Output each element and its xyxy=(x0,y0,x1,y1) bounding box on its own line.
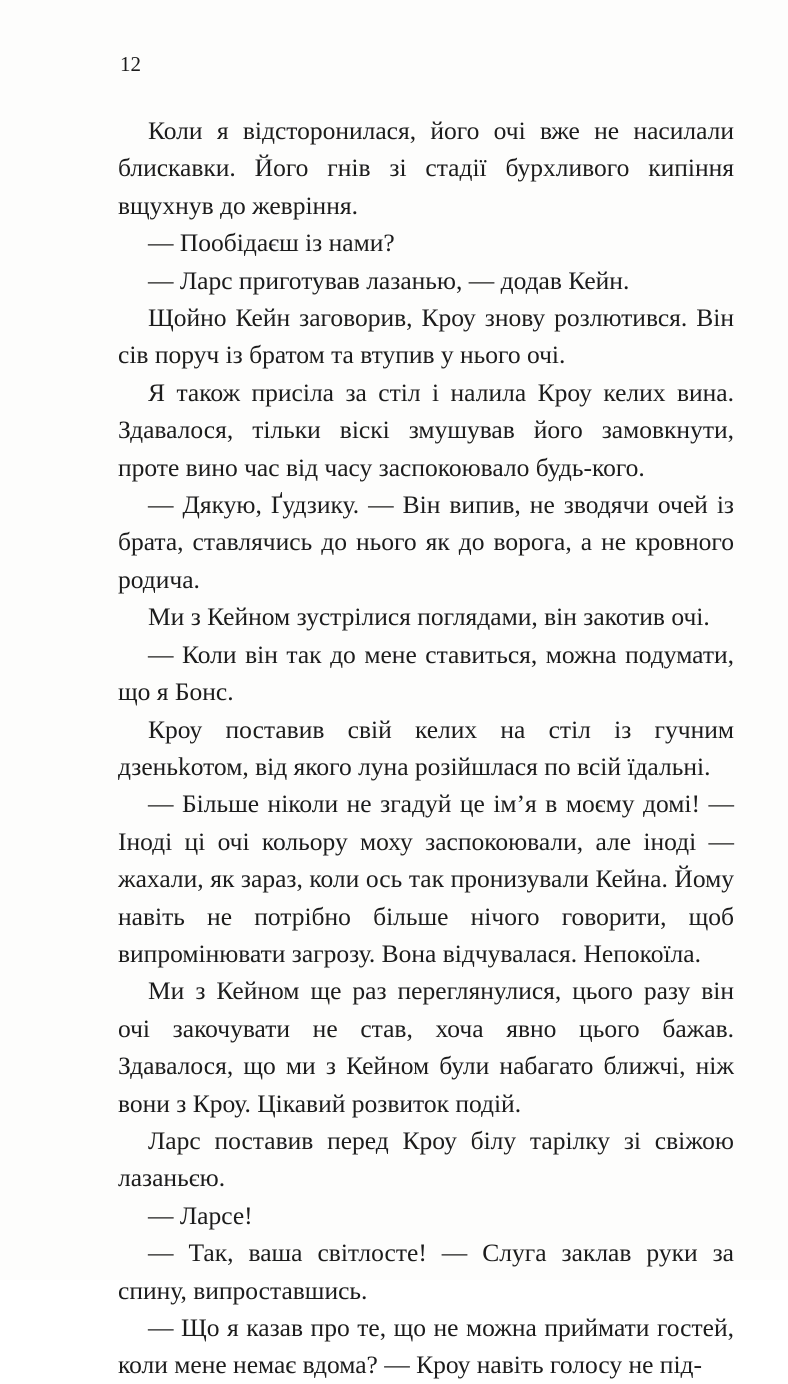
paragraph: Я також присіла за стіл і налила Кроу келих вина. Здавалося, тільки віскі змушував його замовкнути, проте вино час від часу заспокоювало будь-кого. xyxy=(118,377,734,482)
paragraph: — Пообідаєш із нами? xyxy=(148,228,395,258)
paragraph: Ми з Кейном ще раз переглянулися, цього разу він очі закочувати не став, хоча явно цього бажав. Здавалося, що ми з Кейном були набагато ближчі, ніж вони з Кроу. Цікавий розвиток подій. xyxy=(118,976,734,1118)
paragraph: — Більше ніколи не згадуй це ім’я в моєму домі! — Іноді ці очі кольору моху заспокоювали, але іноді — жахали, як зараз, коли ось так пронизували Кейна. Йому навіть не потрібно більше нічого говорити, щоб випромінювати загрозу. Вона відчувалася. Непокоїла. xyxy=(118,789,734,968)
body-text xyxy=(118,112,734,1384)
paragraph: — Так, ваша світлосте! — Слуга заклав руки за спину, випроставшись. xyxy=(118,1238,734,1305)
paragraph: Ларс поставив перед Кроу білу тарілку зі свіжою лазаньєю. xyxy=(118,1125,734,1193)
paragraph: Кроу поставив свій келих на стіл із гучним дзеньkотом, від якого луна розійшлася по всій їдальні. xyxy=(118,714,734,781)
paragraph: — Коли він так до мене ставиться, можна подумати, що я Бонс. xyxy=(118,639,734,707)
page-number: 12 xyxy=(120,52,141,76)
paragraph: Щойно Кейн заговорив, Кроу знову розлютився. Він сів поруч із братом та втупив у нього очі. xyxy=(118,303,734,370)
paragraph: Коли я відсторонилася, його очі вже не насилали блискавки. Його гнів зі стадії бурхливого кипіння вщухнув до жевріння. xyxy=(118,116,734,220)
paragraph: — Ларсе! xyxy=(148,1200,253,1230)
paragraph: — Що я казав про те, що не можна приймати гостей, коли мене немає вдома? — Кроу навіть голосу не під- xyxy=(118,1313,734,1380)
paragraph: Ми з Кейном зустрілися поглядами, він закотив очі. xyxy=(148,602,710,632)
paragraph: — Ларс приготував лазанью, — додав Кейн. xyxy=(148,265,630,295)
paragraph: — Дякую, Ґудзику. — Він випив, не зводячи очей із брата, ставлячись до нього як до ворога, а не кровного родича. xyxy=(118,490,734,594)
